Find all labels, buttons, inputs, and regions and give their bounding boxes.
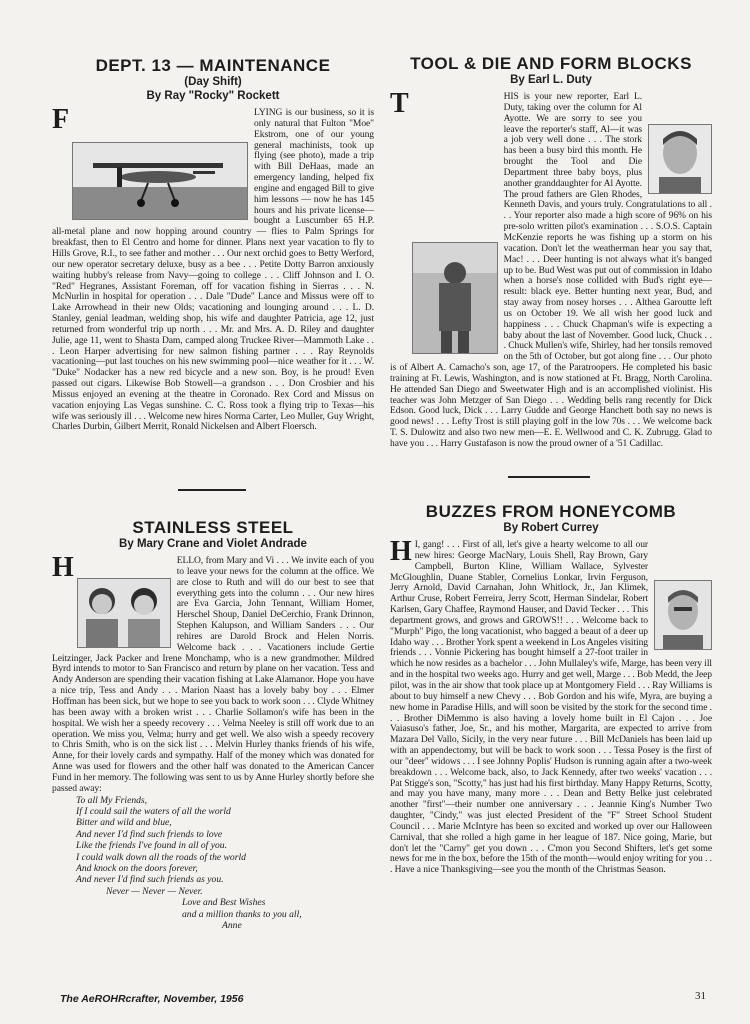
- stainless-dropcap: H: [52, 552, 74, 583]
- stainless-byline: By Mary Crane and Violet Andrade: [119, 538, 307, 550]
- maintenance-subtitle: (Day Shift): [184, 76, 242, 88]
- portrait-icon: [655, 581, 711, 649]
- stainless-title: STAINLESS STEEL: [132, 518, 294, 537]
- column-divider: [508, 476, 590, 478]
- stainless-column: [52, 518, 374, 931]
- honeycomb-dropcap: H: [390, 536, 412, 567]
- tool-die-title: TOOL & DIE AND FORM BLOCKS: [410, 54, 692, 73]
- poem: To all My Friends, If I could sail the waters of all the world Bitter and wild and blue, And never I'd find such friends to love Like the friends I've found in all of you. I could walk down all the roads of the world And knock on the doors forever, And never I'd find such friends as you. Never — Never — Never.: [76, 794, 246, 897]
- tool-die-dropcap: T: [390, 88, 409, 119]
- maintenance-body: F LYING is our business, so it is only natural that Fulton "Moe" Ekstrom, one of our young general machinists, took up flying (see photo), made a trip with Bill DeHaas, made an emergency landing, helped fix engine and engaged Bill to give him lessons — now he has 145 hours and his private license—bought a Luscumber 65 H.P. all-metal plane and now hopping around country — flies to Palm Springs for breakfast, then to El Centro and home for dinner. Plans next year vacation to fly to Hills Grove, R.I., to see father and mother . . . Our next orchid goes to Betty Werford, our new operator secretary deluxe, busy as a bee . . . Petite Dotty Barron anxiously waiting hubby's release from Navy—going to college . . . Cliff Johnson and I. O. "Red" Hegranes, Assistant Foreman, off for vacation fishing in Sierras . . . N. McNurlin in hospital for operation . . . Dale "Dude" Lance and Missus were off to Lake Arrowhead in their new Olds; vacationing and lounging around . . . L. D. Stanley, genial leadman, welding shop, his wife and daughter Patricia, age 12, just returned from wonderful trip up north . . . Mr. and Mrs. A. D. Riley and daughter Julie, age 11, went to Shasta Dam, camped along Truckee River—Mammoth Lake . . . Leon Harper advertising for new salmon fishing partner . . . Ray Reynolds vacationing—put last touches on his new swimming pool—nice weather for it . . . W. "Duke" Nodacker has a new red bicycle and a new son. Boy, is he proud! Even passed out cigars. Likewise Bob Stowell—a grandson . . . Don Crosbier and his Missus enjoyed an evening at the theatre in Coronado. Rex Cord and Missus on vacation enjoying Las Vegas sunshine. C. C. Ross took a flying trip to Texas—his wife was seriously ill . . . Welcome new hires Norma Carter, Leo Muller, Guy Wright, Charles Durbin, Gilbert Merrit, Ronald Nickelsen and Albert Floersch.: [52, 104, 374, 433]
- soldier-icon: [413, 243, 497, 353]
- honeycomb-byline: By Robert Currey: [503, 522, 599, 534]
- maintenance-title: DEPT. 13 — MAINTENANCE: [95, 56, 331, 75]
- portrait-icon: [649, 125, 711, 193]
- maintenance-dropcap: F: [52, 104, 70, 135]
- stainless-body: H ELLO, from Mary and Vi . . . We invite each of you to leave your news for the column at the office. We are close to Ruth and will do our best to see that everything gets into the column . . . Our new hires are Eva Garcia, John Tennant, William Homer, Herschel Shoup, Daniel DeCerchio, Frank Drinnon, Stephen Kalupson, and William Sanders . . . Our rehires are Darold Brock and Helen Norris. Welcome back . . . Vacationers include Gertie Leitzinger, Jack Packer and Irene Monchamp, who is a new grandmother. Mildred Byrd intends to motor to San Francisco and return by plane on her vacation. Tess and Andy Anderson are spending their vacation fishing at Lake Alamanor. Hope you have a nice trip, Tess and Andy . . . Marion Naast has a lovely baby boy . . . Elmer Hoffman has been sick, but we hope to see you back to work soon . . . Clyde Whitney has been away with a broken wrist . . . Charlie Sollamon's wife has been in the hospital. We wish her a speedy recovery . . . Velma Neeley is still off work due to an operation. We miss you, Velma; hurry and get well. We also wish a speedy recovery to Chris Smith, who is on the sick list . . . Melvin Hurley thanks friends of his wife, Anne, for their lovely cards and sympathy. Half of the money which was donated for Anne was used for flowers and the other half was donated to the American Cancer Fund in her memory. The following was sent to us by Anne Hurley shortly before she passed away:: [52, 552, 374, 794]
- maintenance-column: [52, 56, 374, 433]
- paratrooper-photo: [412, 242, 498, 354]
- reporter-photo: [648, 124, 712, 194]
- airplane-photo: [72, 142, 248, 220]
- tool-die-column: [390, 54, 712, 450]
- honeycomb-body: H I, gang! . . . First of all, let's give a hearty welcome to all our new hires: George MacNary, Louis Shell, Ray Brown, Gary Campbell, Burton Kline, William Wallace, Sylvester McGloughlin, Duane Stabler, Cornelius Lonkar, Irvin Ferguson, Jerry Arnold, David Carnahan, John Whitlock, Jr., Jan Klimek, Arthur Cruse, Robert Ferreira, Jerry Scott, Herman Sindelar, Robert Karlsen, Gary Chaffee, Raymond Hauser, and David Tecker . . . This department grows, and grows and GROWS!! . . . Welcome back to "Murph" Pigo, the long vacationist, who bagged a beaut of a deer up Idaho way . . . Brother York spent a weekend in Los Angeles visiting friends . . . Vonnie Pickering has bought himself a 27-foot trailer in which he now resides as a bachelor . . . John Mullaley's wife, Marge, has been very ill and in the hospital two weeks ago. Hurry and get well, Marge . . . Bob Medd, the Jeep pilot, was in the air show that took place up at Montgomery Field . . . Ray Williams is about to buy himself a new Chevy . . . Bob Gordon and his wife, Myra, are buying a new home in Paradise Hills, and will soon be visited by the stork for the second time . . . Brother DiMemmo is also having a lovely home built in El Cajon . . . Joe Vaiasuso's father, Joe, Sr., and his mother, Margarita, are expected to arrive from Mazara Del Vallo, Sicily, in the very near future . . . Bill McDaniels has been laid up with an appendectomy, but will be back to work soon . . . Tessa Posey is the first of our "deer" widows . . . I see Johnny Poplis' Hudson is running again after a two-week breakdown . . . Welcome back, also, to Jack Kennedy, after two weeks' vacation . . . Pat Stigge's son, "Scotty," has just had his first birthday. Many Happy Returns, Scotty, and may you have many, many more . . . Dean and Betty Belke just celebrated another "first"—their number one anniversary . . . Jeannie King's Number Two daughter, "Cindy," was just elected President of the "F" Street School Student Council . . . Marie McIntyre has been so excited and worked up over our Halloween Carnival, that she rolled a high game in her league of 187. Nice going, Marie, but don't let the "Carny" get you down . . . C'mon you Second Shifters, let's get some news for me in the box, before the 15th of the month—would enjoy writing for you . . . Have a nice Thanksgiving—see you the month of the Christmas Season.: [390, 536, 713, 876]
- reporter-photo: [654, 580, 712, 650]
- column-divider: [178, 489, 246, 491]
- portrait-icon: [78, 579, 170, 647]
- tool-die-byline: By Earl L. Duty: [510, 74, 592, 86]
- honeycomb-column: [390, 502, 712, 876]
- honeycomb-title: BUZZES FROM HONEYCOMB: [425, 502, 677, 521]
- airplane-icon: [73, 143, 247, 219]
- page-number: 31: [695, 990, 706, 1002]
- publication-footer: The AeROHRcrafter, November, 1956: [60, 993, 244, 1005]
- tool-die-body: T HIS is your new reporter, Earl L. Duty, taking over the column for Al Ayotte. We are sorry to see you leave the reporter's staff, Al—it was a job very well done . . . The stork has been a busy bird this month. He brought the Tool and Die Department three baby boys, plus another granddaughter for Al Ayotte. The proud fathers are Glen Rhodes, Kenneth Davis, and yours truly. Congratulations to all . . . Your reporter also made a high score of 96% on his pre-solo written pilot's examination . . . S.O.S. Captain McKenzie reports he was fishing up a storm on his vacation. Don't let the weatherman hear you say that, Mac! . . . Deer hunting is not always what it's banged up to be. Bud West was put out of commission in Idaho when a horse's nose collided with Bud's right eye—result: black eye. Better hunting next year, Bud, and stay away from nosey horses . . . Althea Garoutte left us on October 19. We all wish her good luck and happiness . . . Chuck Chapman's wife is expecting a baby about the last of November. Good luck, Chuck . . . Chuck Mullen's wife, Shirley, had her tonsils removed on the 5th of October, but got along fine . . . Our photo is of Albert A. Camacho's son, age 17, of the Paratroopers. He completed his basic training at Ft. Lewis, Washington, and is now stationed at Ft. Bragg, North Carolina. He attended San Diego and Sweetwater High and is an accomplished violinist. His teacher was John Metzger of San Diego . . . Wedding bells rang recently for Dick Edson. Good luck, Dick . . . Larry Gudde and George Hanchett both say no news is good news! . . . Lefty Trost is still playing golf in the low 70s . . . We welcome back T. S. Dulowitz and also two new men—E. E. Wellwood and C. K. Zubrugg. Glad to have you . . . Harry Gustafason is now the proud owner of a '51 Cadillac.: [390, 88, 712, 449]
- reporters-photo: [77, 578, 171, 648]
- poem-signature: Love and Best Wishes and a million thanks to you all, Anne: [182, 897, 302, 932]
- maintenance-byline: By Ray "Rocky" Rockett: [146, 90, 280, 102]
